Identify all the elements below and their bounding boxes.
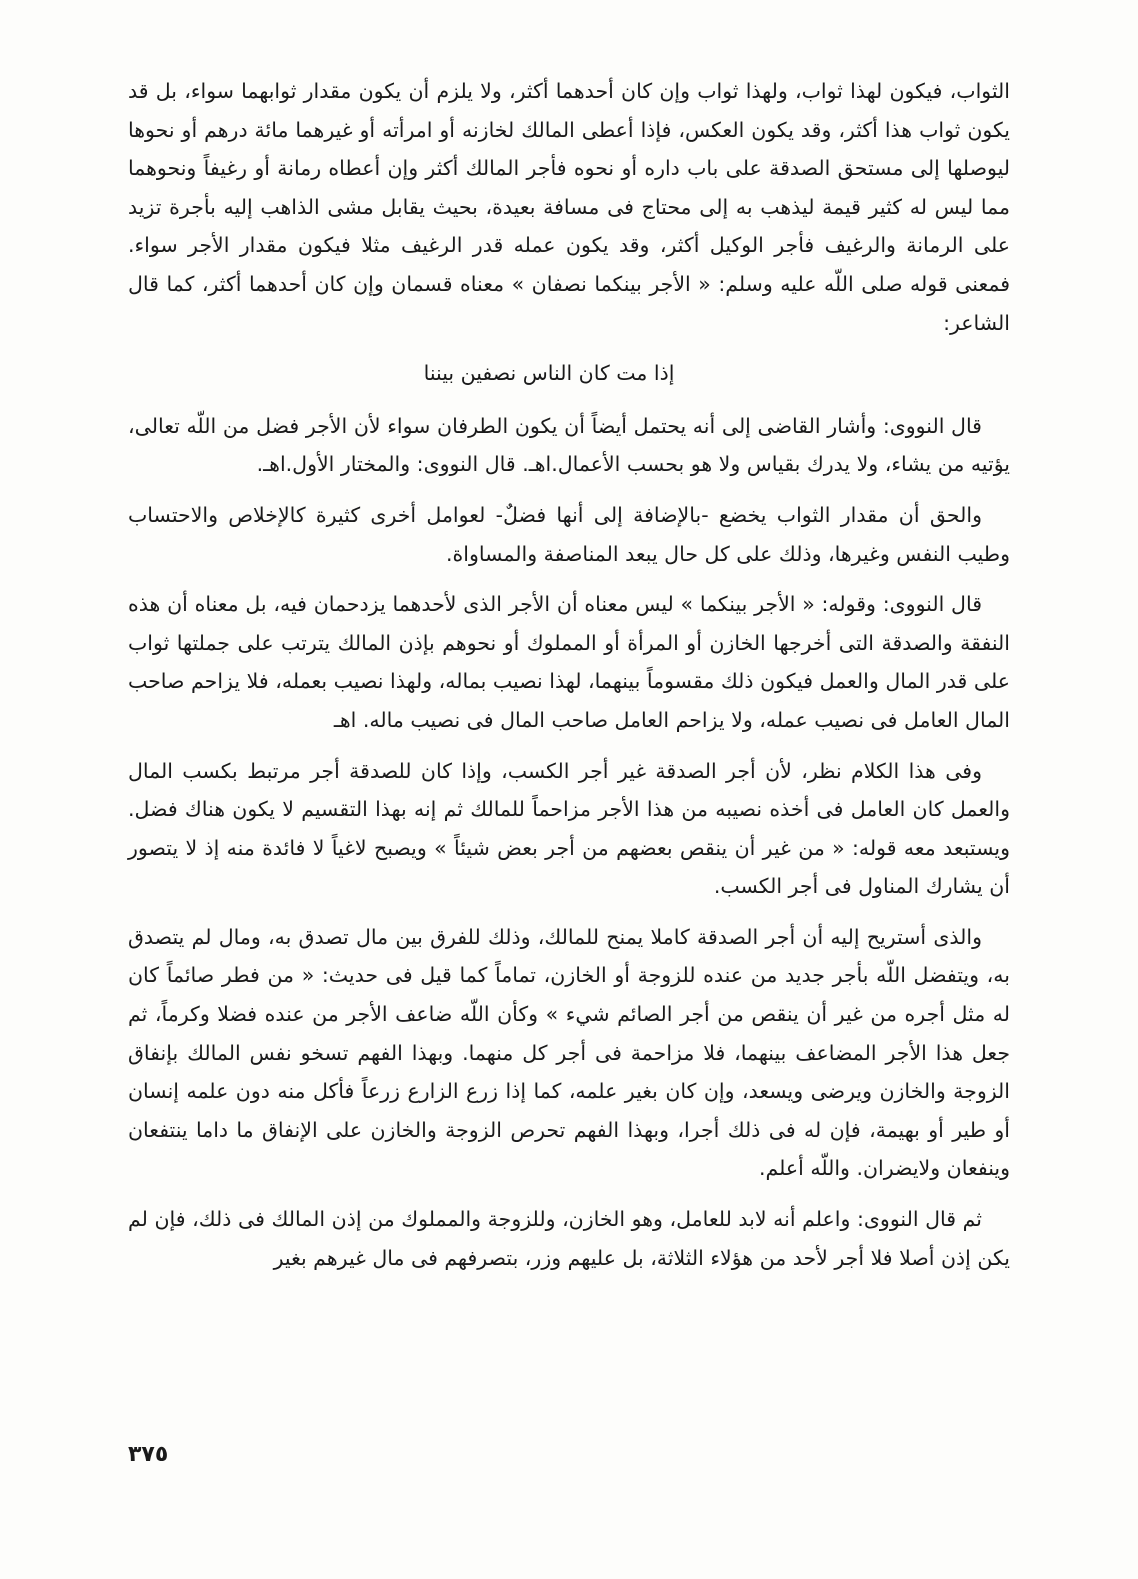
page-number: ٣٧٥ bbox=[128, 1442, 169, 1467]
body-text bbox=[128, 72, 1010, 1289]
paragraph: ثم قال النووى: واعلم أنه لابد للعامل، وهو الخازن، وللزوجة والمملوك من إذن المالك فى ذلك، فإن لم يكن إذن أصلا فلا أجر لأحد من هؤلاء الثلاثة، بل عليهم وزر، بتصرفهم فى مال غيرهم بغير bbox=[128, 1207, 1010, 1270]
paragraph: قال النووى: وقوله: « الأجر بينكما » ليس معناه أن الأجر الذى لأحدهما يزدحمان فيه، بل معناه أن هذه النفقة والصدقة التى أخرجها الخازن أو المرأة أو المملوك أو نحوهم بإذن المالك يترتب على جملتها ثواب على قدر المال والعمل فيكون ذلك مقسوماً بينهما، لهذا نصيب بماله، ولهذا نصيب بعمله، فلا يزاحم صاحب المال العامل فى نصيب عمله، ولا يزاحم العامل صاحب المال فى نصيب ماله. اهـ bbox=[128, 592, 1010, 732]
paragraph: وفى هذا الكلام نظر، لأن أجر الصدقة غير أجر الكسب، وإذا كان للصدقة أجر مرتبط بكسب المال والعمل كان العامل فى أخذه نصيبه من هذا الأجر مزاحماً للمالك ثم إنه بهذا التقسيم لا يكون هناك فضل. ويستبعد معه قوله: « من غير أن ينقص بعضهم من أجر بعض شيئاً » ويصبح لاغياً لا فائدة منه إذ لا يتصور أن يشارك المناول فى أجر الكسب. bbox=[128, 758, 1010, 899]
paragraph: قال النووى: وأشار القاضى إلى أنه يحتمل أيضاً أن يكون الطرفان سواء لأن الأجر فضل من اللّه تعالى، يؤتيه من يشاء، ولا يدرك بقياس ولا هو بحسب الأعمال.اهـ. قال النووى: والمختار الأول.اهـ. bbox=[128, 413, 1010, 477]
paragraph: الثواب، فيكون لهذا ثواب، ولهذا ثواب وإن كان أحدهما أكثر، ولا يلزم أن يكون مقدار ثوابهما سواء، بل قد يكون ثواب هذا أكثر، وقد يكون العكس، فإذا أعطى المالك لخازنه أو امرأته أو غيرهما مائة درهم أو نحوها ليوصلها إلى مستحق الصدقة على باب داره أو نحوه فأجر المالك أكثر وإن أعطاه رمانة أو رغيفاً ونحوهما مما ليس له كثير قيمة ليذهب به إلى محتاج فى مسافة بعيدة، بحيث يقابل مشى الذاهب إليه بأجرة تزيد على الرمانة والرغيف فأجر الوكيل أكثر، وقد يكون عمله قدر الرغيف مثلا فيكون مقدار الأجر سواء. فمعنى قوله صلى اللّه عليه وسلم: « الأجر بينكما نصفان » معناه قسمان وإن كان أحدهما أكثر، كما قال الشاعر: bbox=[128, 79, 1010, 335]
poetry-verse: إذا مت كان الناس نصفين بيننا bbox=[423, 361, 675, 386]
paragraph: والحق أن مقدار الثواب يخضع -بالإضافة إلى أنها فضلٌ- لعوامل أخرى كثيرة كالإخلاص والاحتساب وطيب النفس وغيرها، وذلك على كل حال يبعد المناصفة والمساواة. bbox=[128, 502, 1010, 566]
paragraph: والذى أستريح إليه أن أجر الصدقة كاملا يمنح للمالك، وذلك للفرق بين مال تصدق به، ومال لم يتصدق به، ويتفضل اللّه بأجر جديد من عنده للزوجة أو الخازن، تماماً كما قيل فى حديث: « من فطر صائماً كان له مثل أجره من غير أن ينقص من أجر الصائم شيء » وكأن اللّه ضاعف الأجر من عنده فضلا وكرماً، ثم جعل هذا الأجر المضاعف بينهما، فلا مزاحمة فى أجر كل منهما. وبهذا الفهم تسخو نفس المالك بإنفاق الزوجة والخازن ويرضى ويسعد، وإن كان بغير علمه، كما إذا زرع الزارع زرعاً فأكل منه دون علمه إنسان أو طير أو بهيمة، فإن له فى ذلك أجرا، وبهذا الفهم تحرص الزوجة والخازن على الإنفاق ما داما ينتفعان وينفعان ولايضران. واللّه أعلم. bbox=[128, 924, 1010, 1181]
